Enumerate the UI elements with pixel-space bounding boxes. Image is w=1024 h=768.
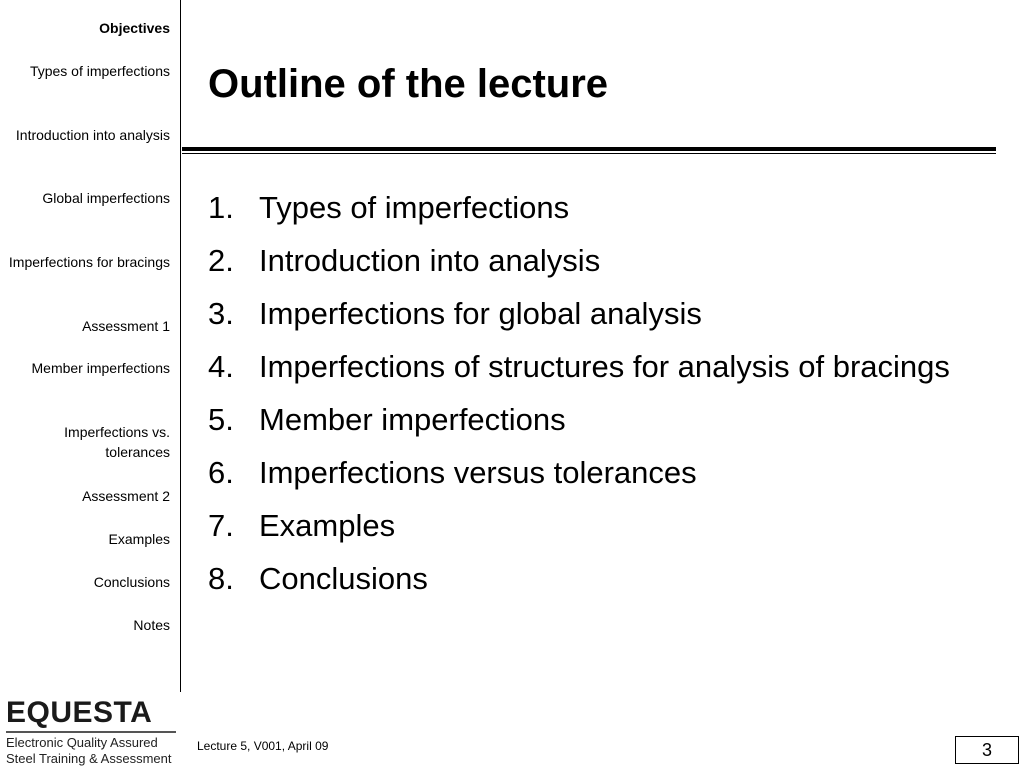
list-item	[208, 188, 968, 228]
sidebar-item-conclusions[interactable]: Conclusions	[93, 574, 170, 590]
list-item-number: 5.	[208, 402, 234, 437]
page-title: Outline of the lecture	[208, 62, 609, 106]
list-item-number: 2.	[208, 243, 234, 278]
logo-tagline-line-1: Electronic Quality Assured	[6, 735, 158, 750]
logo-underline	[6, 731, 176, 733]
page-number: 3	[955, 736, 1019, 764]
list-item-text: Member imperfections	[259, 402, 566, 437]
footer-lecture-info: Lecture 5, V001, April 09	[197, 739, 329, 753]
logo-wordmark: EQUESTA	[6, 696, 153, 729]
outline-list	[208, 188, 968, 612]
list-item-number: 7.	[208, 508, 234, 543]
list-item-text: Introduction into analysis	[259, 243, 601, 278]
list-item-number: 1.	[208, 190, 234, 225]
list-item	[208, 294, 968, 334]
list-item	[208, 506, 968, 546]
list-item-text: Examples	[259, 508, 396, 543]
sidebar-item-imperfections-for-bracings[interactable]: Imperfections for bracings	[8, 254, 170, 270]
sidebar-item-assessment-2[interactable]: Assessment 2	[82, 488, 170, 504]
sidebar-item-assessment-1[interactable]: Assessment 1	[82, 318, 170, 334]
equesta-logo	[6, 696, 178, 766]
sidebar-item-member-imperfections[interactable]: Member imperfections	[31, 360, 170, 376]
list-item-text: Imperfections versus tolerances	[259, 455, 697, 490]
sidebar-item-types-of-imperfections[interactable]: Types of imperfections	[29, 63, 170, 79]
sidebar-nav	[0, 0, 181, 692]
list-item-text: Imperfections of structures for analysis of bracings	[259, 349, 950, 384]
list-item-number: 3.	[208, 296, 234, 331]
sidebar-item-objectives[interactable]: Objectives	[99, 20, 170, 36]
sidebar-item-notes[interactable]: Notes	[133, 617, 170, 633]
list-item	[208, 241, 968, 281]
title-divider-thick	[182, 147, 996, 151]
list-item-number: 4.	[208, 349, 234, 384]
list-item-number: 6.	[208, 455, 234, 490]
list-item-text: Conclusions	[259, 561, 428, 596]
list-item	[208, 453, 968, 493]
list-item-text: Imperfections for global analysis	[259, 296, 702, 331]
sidebar-item-examples[interactable]: Examples	[108, 531, 170, 547]
sidebar-item-introduction-into-analysis[interactable]: Introduction into analysis	[15, 127, 170, 143]
list-item	[208, 559, 968, 599]
list-item	[208, 400, 968, 440]
logo-tagline-line-2: Steel Training & Assessment	[6, 751, 172, 766]
list-item-text: Types of imperfections	[259, 190, 570, 225]
sidebar-item-global-imperfections[interactable]: Global imperfections	[42, 190, 170, 206]
title-divider-thin	[182, 153, 996, 154]
sidebar-item-imperfections-vs-tolerances[interactable]: Imperfections vs. tolerances	[64, 424, 170, 460]
list-item-number: 8.	[208, 561, 234, 596]
list-item	[208, 347, 968, 387]
